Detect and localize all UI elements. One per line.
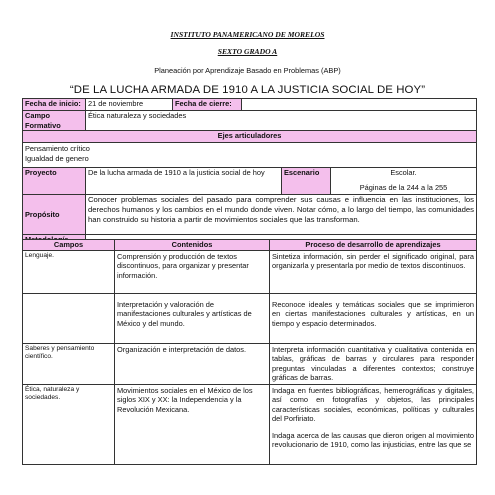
dates-row: [23, 99, 477, 111]
project-title: “DE LA LUCHA ARMADA DE 1910 A LA JUSTICIA SOCIAL DE HOY”: [69, 84, 426, 96]
school-name: INSTITUTO PANAMERICANO DE MORELOS: [170, 30, 325, 39]
start-date-label: Fecha de inicio:: [23, 99, 86, 111]
proposito-row: [23, 195, 477, 235]
campo-cell: Saberes y pensamiento científico.: [23, 344, 115, 385]
grid-header-row: [23, 240, 477, 251]
ejes-label: Ejes articuladores: [23, 131, 477, 143]
campo-cell: [23, 294, 115, 344]
campo-value: Ética naturaleza y sociedades: [86, 111, 477, 131]
start-date-value: 21 de noviembre: [86, 99, 173, 111]
table-row: [23, 294, 477, 344]
contenido-cell: Interpretación y valoración de manifestaciones culturales y artísticas de México y del mundo.: [115, 294, 270, 344]
table-row: [23, 344, 477, 385]
eje-item: Pensamiento crítico: [25, 144, 90, 154]
escenario-label: Escenario: [282, 168, 331, 195]
eje-item: Igualdad de genero: [25, 153, 89, 163]
pages-range: Páginas de la 244 a la 255: [359, 182, 448, 192]
proyecto-value: De la lucha armada de 1910 a la justicia social de hoy: [86, 168, 282, 195]
proposito-label: Propósito: [23, 195, 86, 235]
proceso-cell: Sintetiza información, sin perder el significado original, para organizarla y presentarla por medio de textos discontinuos.: [270, 251, 477, 294]
header-proceso: Proceso de desarrollo de aprendizajes: [270, 240, 477, 251]
campo-row: [23, 111, 477, 131]
header-campos: Campos: [23, 240, 115, 251]
table-row: [23, 384, 477, 464]
proceso-cell: Reconoce ideales y temáticas sociales que se imprimieron en ciertas manifestaciones culturales y artísticas, en un tiempo y espacio determinados.: [270, 294, 477, 344]
grade-label: SEXTO GRADO A: [217, 47, 278, 56]
proceso-cell-continued: Indaga acerca de las causas que dieron origen al movimiento revolucionario de 1910, como las injusticias, entre las que se: [272, 430, 474, 450]
proceso-cell: Interpreta información cuantitativa y cualitativa contenida en tablas, gráficas de barras y circulares para responder preguntas vinculadas a diferentes contextos; construye gráficas de barras.: [270, 344, 477, 385]
table-row: [23, 251, 477, 294]
proceso-cell: Indaga en fuentes bibliográficas, hemerográficas y digitales, así como en fotografías y objetos, las principales características sociales, económicas, políticas y culturales del Porfiriato.: [272, 385, 474, 424]
ejes-header-row: [23, 131, 477, 143]
contenido-cell: Comprensión y producción de textos discontinuos, para organizar y presentar información.: [115, 251, 270, 294]
proyecto-label: Proyecto: [23, 168, 86, 195]
ejes-row: [23, 143, 477, 168]
end-date-label: Fecha de cierre:: [173, 99, 242, 111]
contenido-cell: Movimientos sociales en el México de los siglos XIX y XX: la Independencia y la Revolución Mexicana.: [115, 384, 270, 464]
contenido-cell: Organización e interpretación de datos.: [115, 344, 270, 385]
header-contenidos: Contenidos: [115, 240, 270, 251]
campo-cell: Lenguaje.: [23, 251, 115, 294]
escenario-value: Escolar.: [390, 168, 417, 178]
proposito-value: Conocer problemas sociales del pasado para comprender sus causas e influencia en las instituciones, los derechos humanos y los cambios en el mundo donde viven. Notar cómo, a lo largo del tiempo, las comunidades han construido su historia a partir de movimientos sociales que las transforman.: [86, 195, 477, 235]
learning-grid: [22, 239, 477, 465]
proyecto-row: [23, 168, 477, 195]
info-table: [22, 98, 477, 246]
campo-cell: Ética, naturaleza y sociedades.: [23, 384, 115, 464]
end-date-value: [242, 99, 477, 111]
planning-subtitle: Planeación por Aprendizaje Basado en Problemas (ABP): [154, 66, 341, 75]
campo-label: Campo Formativo: [23, 111, 86, 131]
